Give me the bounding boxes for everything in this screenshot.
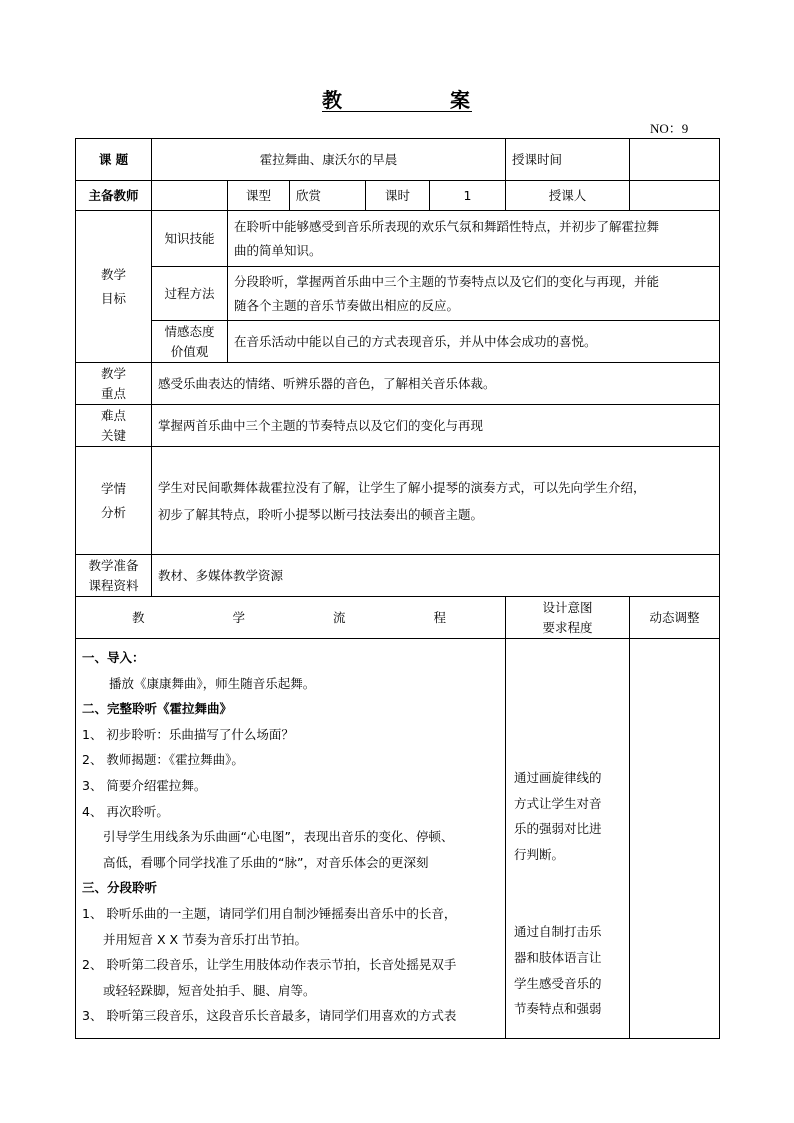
difficulties-text: 掌握两首乐曲中三个主题的节奏特点以及它们的变化与再现 — [152, 405, 720, 447]
intent-line: 学生感受音乐的 — [514, 975, 602, 991]
flow-header — [76, 597, 506, 639]
adjust-content — [630, 639, 720, 1039]
lecturer-label: 授课人 — [506, 181, 630, 211]
analysis-label-line-1: 学情 — [100, 480, 126, 496]
flow-content — [76, 639, 506, 1039]
intent-line: 方式让学生对音 — [514, 795, 602, 811]
goals-label-line-2: 目标 — [100, 290, 126, 306]
goal-label-attitude-line-2: 价值观 — [170, 343, 209, 359]
key-points-label-line-1: 教学 — [100, 365, 126, 381]
lesson-plan-table — [75, 138, 720, 1039]
key-points-text: 感受乐曲表达的情绪、听辨乐器的音色，了解相关音乐体裁。 — [152, 363, 720, 405]
flow-header-char: 流 — [333, 609, 346, 625]
difficulties-label — [76, 405, 152, 447]
prep-text: 教材、多媒体教学资源 — [152, 555, 720, 597]
difficulties-label-line-2: 关键 — [100, 427, 126, 443]
intent-line: 乐的强弱对比进 — [514, 821, 602, 837]
type-value: 欣赏 — [290, 181, 366, 211]
time-label: 授课时间 — [506, 139, 630, 181]
intent-line: 器和肢体语言让 — [514, 949, 602, 965]
goal-label-attitude-line-1: 情感态度 — [164, 323, 215, 339]
flow-line: 三、分段聆听 — [82, 880, 158, 896]
goal-text-line: 随各个主题的音乐节奏做出相应的反应。 — [234, 297, 460, 313]
analysis-label — [76, 447, 152, 555]
analysis-text-line: 学生对民间歌舞体裁霍拉没有了解，让学生了解小提琴的演奏方式，可以先向学生介绍， — [158, 479, 646, 495]
flow-line: 3、 简要介绍霍拉舞。 — [82, 777, 207, 793]
intent-header-line-2: 要求程度 — [542, 619, 593, 635]
flow-line: 二、完整聆听《霍拉舞曲》 — [82, 701, 233, 717]
flow-line: 4、 再次聆听。 — [82, 803, 169, 819]
document-title — [0, 84, 794, 114]
flow-line: 并用短音 X X 节奏为音乐打出节拍。 — [103, 931, 308, 947]
intent-header-line-1: 设计意图 — [542, 599, 593, 615]
flow-header-char: 学 — [232, 609, 246, 625]
goal-text-line: 曲的简单知识。 — [234, 242, 322, 258]
topic-label: 课 题 — [76, 139, 152, 181]
flow-line: 或轻轻跺脚，短音处拍手、腿、肩等。 — [103, 982, 316, 998]
hours-value: 1 — [430, 181, 506, 211]
topic-value: 霍拉舞曲、康沃尔的早晨 — [152, 139, 506, 181]
title-underline — [322, 111, 472, 112]
prep-label — [76, 555, 152, 597]
adjust-header: 动态调整 — [630, 597, 720, 639]
key-points-label — [76, 363, 152, 405]
type-label: 课型 — [228, 181, 290, 211]
lecturer-value — [630, 181, 720, 211]
teacher-label: 主备教师 — [76, 181, 152, 211]
goal-text-process — [228, 267, 720, 321]
goal-text-line: 分段聆听，掌握两首乐曲中三个主题的节奏特点以及它们的变化与再现，并能 — [234, 273, 660, 289]
prep-label-line-2: 课程资料 — [88, 577, 139, 593]
flow-line: 3、 聆听第三段音乐，这段音乐长音最多，请同学们用喜欢的方式表 — [82, 1008, 457, 1024]
hours-label: 课时 — [366, 181, 430, 211]
difficulties-label-line-1: 难点 — [100, 407, 126, 423]
title-char-1: 教 — [322, 88, 342, 112]
intent-line: 行判断。 — [514, 846, 565, 862]
goal-text-attitude: 在音乐活动中能以自己的方式表现音乐，并从中体会成功的喜悦。 — [228, 321, 720, 363]
intent-header — [506, 597, 630, 639]
intent-line: 通过画旋律线的 — [514, 770, 602, 785]
flow-line: 1、 初步聆听：乐曲描写了什么场面？ — [82, 726, 294, 742]
flow-line: 1、 聆听乐曲的一主题，请同学们用自制沙锤摇奏出音乐中的长音， — [82, 905, 457, 921]
analysis-text-line: 初步了解其特点，聆听小提琴以断弓技法奏出的顿音主题。 — [158, 506, 484, 522]
goals-label — [76, 211, 152, 363]
flow-line: 2、 聆听第二段音乐，让学生用肢体动作表示节拍，长音处摇晃双手 — [82, 957, 457, 973]
flow-line: 一、导入： — [82, 650, 145, 665]
goal-label-knowledge: 知识技能 — [152, 211, 228, 267]
time-value — [630, 139, 720, 181]
flow-header-char: 程 — [433, 609, 447, 625]
intent-content — [506, 639, 630, 1039]
intent-line: 节奏特点和强弱 — [514, 1001, 602, 1017]
key-points-label-line-2: 重点 — [100, 385, 126, 401]
flow-line: 播放《康康舞曲》，师生随音乐起舞。 — [109, 675, 316, 691]
intent-line: 通过自制打击乐 — [514, 924, 602, 940]
teacher-value — [152, 181, 228, 211]
document-number: NO：9 — [650, 121, 689, 136]
goal-label-attitude — [152, 321, 228, 363]
flow-line: 2、 教师揭题：《霍拉舞曲》。 — [82, 752, 244, 768]
goal-text-knowledge — [228, 211, 720, 267]
title-char-2: 案 — [450, 88, 470, 112]
analysis-text — [152, 447, 720, 555]
goal-text-line: 在聆听中能够感受到音乐所表现的欢乐气氛和舞蹈性特点，并初步了解霍拉舞 — [234, 218, 660, 234]
analysis-label-line-2: 分析 — [100, 504, 126, 520]
goal-label-process: 过程方法 — [152, 267, 228, 321]
goals-label-line-1: 教学 — [100, 266, 126, 282]
flow-line: 高低，看哪个同学找准了乐曲的“脉”，对音乐体会的更深刻 — [103, 854, 429, 870]
flow-header-char: 教 — [132, 609, 145, 625]
prep-label-line-1: 教学准备 — [88, 557, 139, 573]
flow-line: 引导学生用线条为乐曲画“心电图”，表现出音乐的变化、停顿、 — [103, 829, 454, 845]
